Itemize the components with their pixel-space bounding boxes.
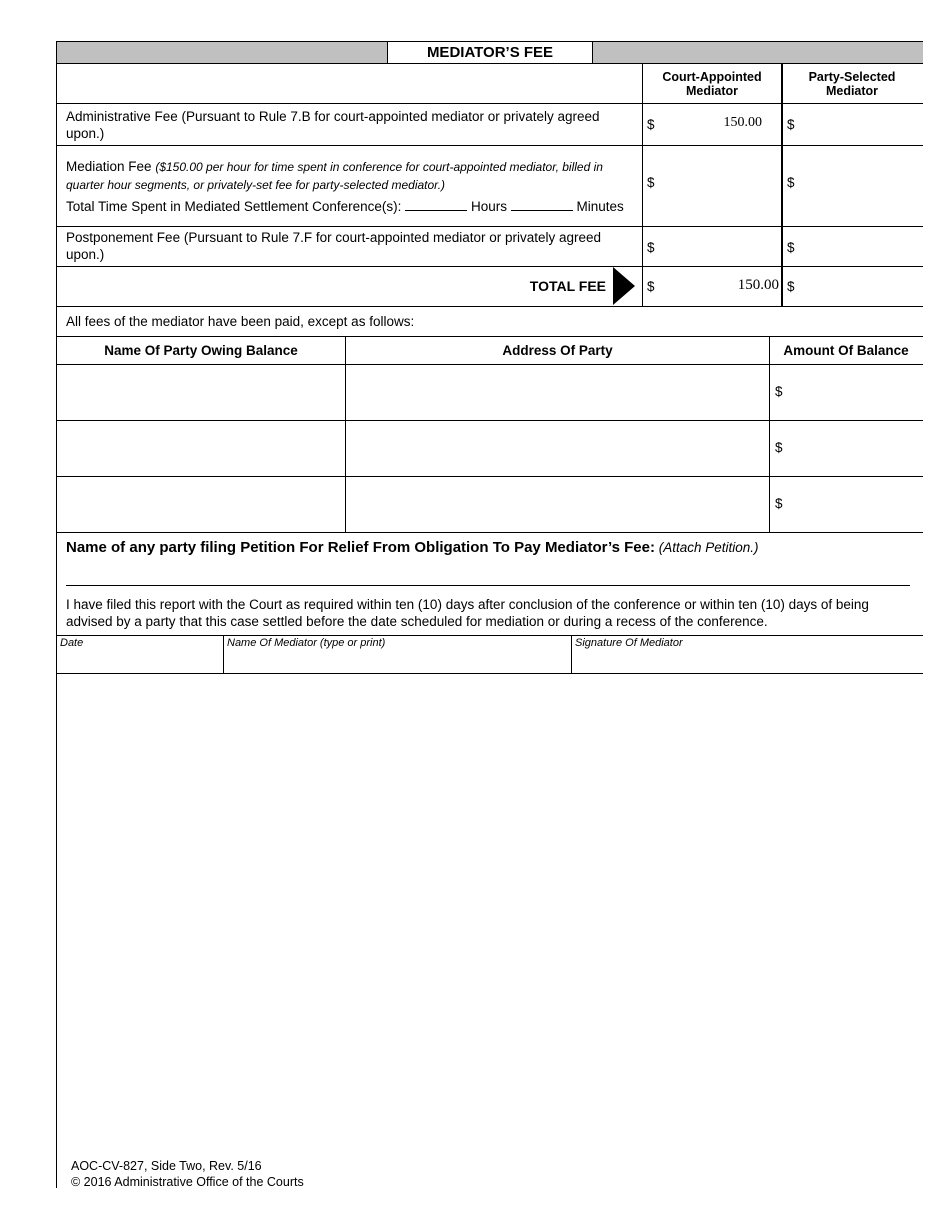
total-court-currency: $: [647, 279, 655, 294]
signature-bottom-line: [56, 673, 923, 674]
title-bottom-line: [56, 63, 923, 64]
signature-top-line: [56, 635, 923, 636]
total-arrow-icon: [613, 267, 635, 305]
page-title: MEDIATOR’S FEE: [387, 42, 593, 63]
petition-label: Name of any party filing Petition For Relief From Obligation To Pay Mediator’s Fee:: [66, 539, 655, 556]
mediator-signature-field[interactable]: [572, 652, 922, 672]
mediator-name-field[interactable]: [224, 652, 570, 672]
petition-line: [66, 539, 916, 556]
col-court-header: Court-Appointed Mediator: [662, 70, 762, 98]
minutes-field[interactable]: [511, 198, 573, 211]
balance-top-line: [56, 336, 923, 337]
balance-col-amount: Amount Of Balance: [783, 343, 909, 358]
hours-field[interactable]: [405, 198, 467, 211]
balance-intro: All fees of the mediator have been paid, except as follows:: [66, 314, 415, 329]
balance-col-name: Name Of Party Owing Balance: [104, 343, 298, 358]
col-divider-1: [642, 63, 643, 306]
total-fee-label: TOTAL FEE: [529, 278, 606, 294]
title-top-line: [56, 41, 923, 42]
balance-row-3-currency: $: [775, 496, 783, 511]
postpone-party-currency: $: [787, 240, 795, 255]
total-party-currency: $: [787, 279, 795, 294]
total-court-value[interactable]: 150.00: [737, 277, 779, 293]
postpone-court-currency: $: [647, 240, 655, 255]
balance-row-1-address[interactable]: [346, 365, 769, 420]
form-left-border: [56, 41, 57, 1188]
date-caption: Date: [60, 637, 84, 649]
date-field[interactable]: [57, 652, 222, 672]
mediator-name-caption: Name Of Mediator (type or print): [227, 637, 386, 649]
row-line-1: [56, 103, 923, 104]
petition-note: (Attach Petition.): [658, 540, 759, 555]
form-number: AOC-CV-827, Side Two, Rev. 5/16: [71, 1159, 262, 1173]
admin-court-value[interactable]: 150.00: [723, 115, 762, 130]
admin-court-currency: $: [647, 117, 655, 132]
mediation-fee-label: Mediation Fee: [66, 159, 152, 174]
admin-fee-label: Administrative Fee (Pursuant to Rule 7.B for court-appointed mediator or privately agreed upon.): [66, 109, 600, 141]
balance-col-address: Address Of Party: [502, 343, 613, 358]
mediation-court-currency: $: [647, 175, 655, 190]
balance-row-1-currency: $: [775, 384, 783, 399]
balance-row-2-address[interactable]: [346, 421, 769, 476]
petition-field[interactable]: [66, 560, 910, 584]
copyright: © 2016 Administrative Office of the Courts: [71, 1175, 304, 1189]
col-party-header: Party-Selected Mediator: [808, 70, 896, 98]
balance-row-3-address[interactable]: [346, 477, 769, 532]
balance-row-2-currency: $: [775, 440, 783, 455]
time-spent-label: Total Time Spent in Mediated Settlement Conference(s):: [66, 199, 402, 214]
admin-party-currency: $: [787, 117, 795, 132]
hours-label: Hours: [470, 199, 507, 214]
row-line-2: [56, 145, 923, 146]
postponement-fee-label: Postponement Fee (Pursuant to Rule 7.F for court-appointed mediator or privately agreed upon.): [66, 230, 602, 262]
col-divider-2: [781, 63, 783, 306]
minutes-label: Minutes: [576, 199, 624, 214]
balance-line-4: [56, 532, 923, 533]
balance-row-1-name[interactable]: [57, 365, 345, 420]
petition-underline: [66, 585, 910, 586]
balance-row-3-name[interactable]: [57, 477, 345, 532]
mediation-party-currency: $: [787, 175, 795, 190]
row-line-5: [56, 306, 923, 307]
mediation-fee-text: [66, 158, 632, 194]
row-line-4: [56, 266, 923, 267]
mediation-fee-note: ($150.00 per hour for time spent in conference for court-appointed mediator, billed in quarter hour segments, or privately-set fee for party-selected mediator.): [66, 160, 603, 192]
certification-text: I have filed this report with the Court as required within ten (10) days after conclusion of the conference or within ten (10) days of being advised by a party that this case settled before the date scheduled for mediation or during a recess of the conference.: [66, 597, 869, 629]
balance-divider-2: [769, 336, 770, 532]
row-line-3: [56, 226, 923, 227]
signature-caption: Signature Of Mediator: [575, 637, 683, 649]
balance-row-2-name[interactable]: [57, 421, 345, 476]
time-spent-line: [66, 198, 641, 215]
